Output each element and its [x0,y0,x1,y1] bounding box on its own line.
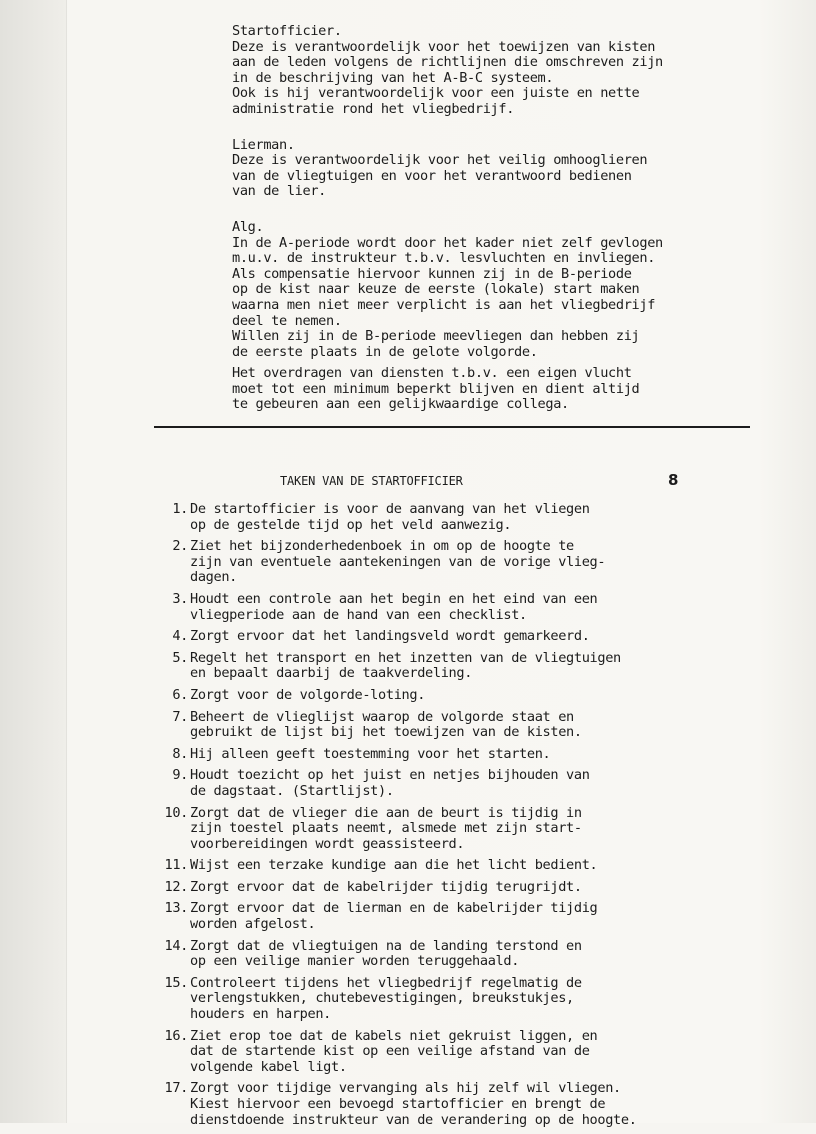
task-item [160,592,680,623]
intro-block [232,24,702,433]
intro-section-startofficier [232,24,702,118]
intro-line: waarna men niet meer verplicht is aan het vliegbedrijf [232,296,656,313]
task-line: Zorgt voor tijdige vervanging als hij zelf wil vliegen. [190,1080,621,1097]
task-number: 3. [172,590,188,607]
task-line: Houdt een controle aan het begin en het eind van een [190,590,598,607]
task-line: worden afgelost. [190,916,316,933]
task-number: 8. [172,745,188,762]
task-number: 9. [172,767,188,784]
task-line: Zorgt dat de vlieger die aan de beurt is tijdig in [190,804,582,821]
task-line: Zorgt ervoor dat het landingsveld wordt gemarkeerd. [190,628,590,645]
task-item [160,768,680,799]
task-item [160,901,680,932]
task-item [160,747,680,763]
task-number: 17. [164,1080,188,1097]
task-number: 13. [164,900,188,917]
task-item [160,629,680,645]
intro-line: in de beschrijving van het A-B-C systeem. [232,69,554,86]
task-line: verlengstukken, chutebevestigingen, breukstukjes, [190,990,574,1007]
task-line: dat de startende kist op een veilige afstand van de [190,1043,590,1060]
intro-line: m.u.v. de instrukteur t.b.v. lesvluchten en invliegen. [232,250,656,267]
task-number: 2. [172,538,188,555]
intro-line: Deze is verantwoordelijk voor het toewijzen van kisten [232,38,656,55]
task-line: Zorgt ervoor dat de lierman en de kabelrijder tijdig [190,900,598,917]
task-line: Zorgt voor de volgorde-loting. [190,686,426,703]
task-line: Ziet het bijzonderhedenboek in om op de hoogte te [190,538,574,555]
section-title: TAKEN VAN DE STARTOFFICIER [280,474,463,488]
intro-line: te gebeuren aan een gelijkwaardige collega. [232,396,569,413]
task-line: houders en harpen. [190,1006,332,1023]
intro-heading: Startofficier. [232,23,342,39]
intro-line: Ook is hij verantwoordelijk voor een juiste en nette [232,85,640,102]
intro-line: op de kist naar keuze de eerste (lokale) start maken [232,281,640,298]
task-line: Zorgt dat de vliegtuigen na de landing terstond en [190,937,582,954]
task-line: op een veilige manier worden teruggehaald. [190,953,520,970]
task-item [160,1081,680,1128]
task-number: 1. [172,501,188,517]
task-item [160,806,680,853]
task-line: Ziet erop toe dat de kabels niet gekruist liggen, en [190,1027,598,1044]
task-line: dagen. [190,569,238,586]
task-number: 5. [172,649,188,666]
task-item [160,502,680,533]
intro-line: moet tot een minimum beperkt blijven en dient altijd [232,380,640,397]
intro-line: Het overdragen van diensten t.b.v. een eigen vlucht [232,365,632,382]
task-number: 14. [164,937,188,954]
task-line: Houdt toezicht op het juist en netjes bijhouden van [190,767,590,784]
intro-line: deel te nemen. [232,312,342,329]
task-item [160,858,680,874]
intro-line: aan de leden volgens de richtlijnen die omschreven zijn [232,54,663,71]
task-line: Kiest hiervoor een bevoegd startofficier en brengt de [190,1096,606,1112]
task-line: de dagstaat. (Startlijst). [190,782,394,799]
intro-section-alg [232,220,702,360]
intro-line: Als compensatie hiervoor kunnen zij in de B-periode [232,265,632,282]
task-item [160,539,680,586]
task-item [160,651,680,682]
intro-line: van de vliegtuigen en voor het verantwoord bedienen [232,167,632,184]
intro-line: van de lier. [232,183,327,200]
intro-line: In de A-periode wordt door het kader niet zelf gevlogen [232,234,663,251]
task-number: 7. [172,708,188,725]
page-number: 8 [668,471,679,489]
intro-heading: Lierman. [232,136,295,153]
intro-line: Willen zij in de B-periode meevliegen dan hebben zij [232,328,640,345]
task-line: zijn van eventuele aantekeningen van de vorige vlieg- [190,553,606,570]
task-number: 15. [164,974,188,991]
task-line: voorbereidingen wordt geassisteerd. [190,835,465,852]
task-line: Regelt het transport en het inzetten van de vliegtuigen [190,649,621,666]
binding-edge [0,0,67,1123]
task-number: 11. [164,857,188,874]
task-line: Zorgt ervoor dat de kabelrijder tijdig terugrijdt. [190,878,582,895]
task-item [160,880,680,896]
task-line: zijn toestel plaats neemt, alsmede met zijn start- [190,820,582,837]
task-line: en bepaalt daarbij de taakverdeling. [190,665,473,682]
task-item [160,1029,680,1076]
intro-line: Deze is verantwoordelijk voor het veilig omhooglieren [232,152,648,169]
intro-section-lierman [232,138,702,200]
task-number: 16. [164,1027,188,1044]
task-item [160,710,680,741]
intro-line: de eerste plaats in de gelote volgorde. [232,343,538,360]
task-line: Wijst een terzake kundige aan die het licht bedient. [190,857,598,874]
task-number: 12. [164,878,188,895]
intro-line: administratie rond het vliegbedrijf. [232,100,515,117]
task-item [160,976,680,1023]
intro-section-overdragen [232,366,702,413]
task-item [160,939,680,970]
task-number: 4. [172,628,188,645]
section-divider [154,426,750,428]
task-list [160,502,680,1134]
task-line: volgende kabel ligt. [190,1058,347,1075]
task-line: Controleert tijdens het vliegbedrijf regelmatig de [190,974,582,991]
task-number: 10. [164,804,188,821]
task-line: Hij alleen geeft toestemming voor het starten. [190,745,551,762]
task-line: op de gestelde tijd op het veld aanwezig. [190,516,512,533]
task-line: dienstdoende instrukteur van de verandering op de hoogte. [190,1111,637,1128]
task-line: De startofficier is voor de aanvang van het vliegen [190,501,590,517]
task-item [160,688,680,704]
task-line: vliegperiode aan de hand van een checklist. [190,606,527,623]
task-number: 6. [172,686,188,703]
task-line: gebruikt de lijst bij het toewijzen van de kisten. [190,724,582,741]
intro-heading: Alg. [232,218,264,235]
task-line: Beheert de vlieglijst waarop de volgorde staat en [190,708,574,725]
